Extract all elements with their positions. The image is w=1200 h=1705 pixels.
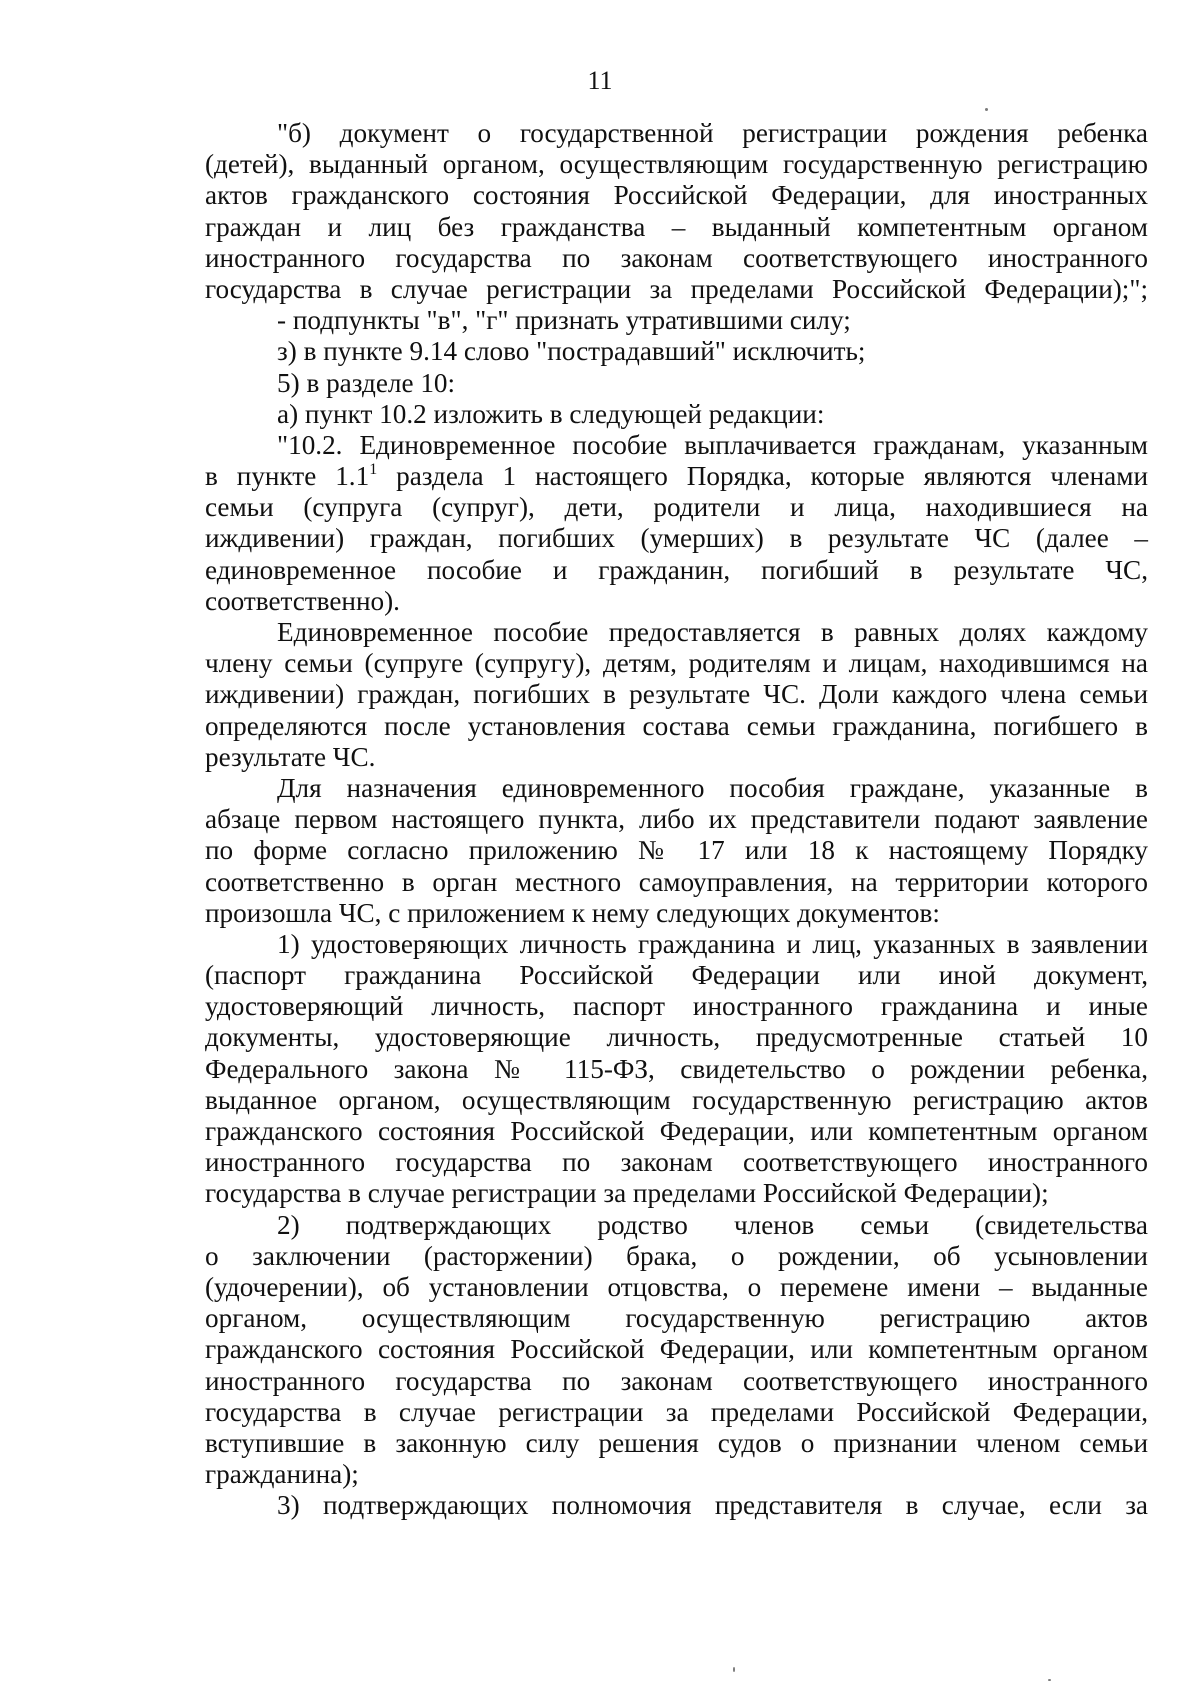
list-item-1-line: удостоверяющий личность, паспорт иностранного гражданина и иные (205, 991, 1148, 1022)
shares-paragraph-line: иждивении) граждан, погибших в результате ЧС. Доли каждого члена семьи (205, 679, 1148, 710)
clause-10-2-line: семьи (супруга (супруг), дети, родители и лица, находившиеся на (205, 492, 1148, 523)
shares-paragraph-line: определяются после установления состава семьи гражданина, погибшего в (205, 710, 1148, 741)
list-item-1-line: иностранного государства по законам соответствующего иностранного (205, 1147, 1148, 1178)
page-number: 11 (587, 66, 613, 95)
application-paragraph-line: абзаце первом настоящего пункта, либо их представители подают заявление (205, 804, 1148, 835)
list-item-1-line: документы, удостоверяющие личность, предусмотренные статьей 10 (205, 1022, 1148, 1053)
scan-speck (1048, 1679, 1051, 1681)
clause-line-continuation: раздела 1 настоящего Порядка, которые являются членами (377, 461, 1148, 492)
list-item-2-line: (удочерении), об установлении отцовства, о перемене имени – выданные (205, 1271, 1148, 1302)
list-item-2-line: иностранного государства по законам соответствующего иностранного (205, 1365, 1148, 1396)
paragraph-b-line: иностранного государства по законам соответствующего иностранного (205, 242, 1148, 273)
shares-paragraph-line: Единовременное пособие предоставляется в равных долях каждому (277, 617, 1148, 647)
application-paragraph-line: по форме согласно приложению № 17 или 18 к настоящему Порядку (205, 835, 1148, 866)
list-item-1-line: выданное органом, осуществляющим государственную регистрацию актов (205, 1084, 1148, 1115)
shares-paragraph-line: члену семьи (супруге (супругу), детям, родителям и лицам, находившимся на (205, 648, 1148, 679)
list-item-2-line: 2) подтверждающих родство членов семьи (свидетельства (277, 1209, 1148, 1240)
instruction-line: з) в пункте 9.14 слово "пострадавший" исключить; (277, 336, 866, 367)
instruction-line: - подпункты "в", "г" признать утратившими силу; (277, 305, 851, 336)
paragraph-b-line: "б) документ о государственной регистрации рождения ребенка (277, 118, 1148, 148)
clause-10-2-line: "10.2. Единовременное пособие выплачивается гражданам, указанным (277, 429, 1148, 460)
list-item-2-line: вступившие в законную силу решения судов о признании членом семьи (205, 1427, 1148, 1458)
list-item-2-line: о заключении (расторжении) брака, о рождении, об усыновлении (205, 1240, 1148, 1271)
shares-paragraph-line: результате ЧС. (205, 741, 376, 772)
paragraph-b-line: государства в случае регистрации за пределами Российской Федерации);"; (205, 273, 1148, 304)
clause-10-2-line (205, 461, 1148, 492)
paragraph-b-line: актов гражданского состояния Российской Федерации, для иностранных (205, 180, 1148, 211)
list-item-1-line: Федерального закона № 115-ФЗ, свидетельство о рождении ребенка, (205, 1053, 1148, 1084)
list-item-3-line: 3) подтверждающих полномочия представителя в случае, если за (277, 1490, 1148, 1521)
section-heading-line: 5) в разделе 10: (277, 367, 456, 398)
paragraph-b-line: граждан и лиц без гражданства – выданный компетентным органом (205, 211, 1148, 242)
clause-10-2-line: единовременное пособие и гражданин, погибший в результате ЧС, (205, 554, 1148, 585)
clause-superscript: 1 (369, 461, 378, 479)
clause-10-2-line: соответственно). (205, 585, 400, 616)
list-item-1-line: гражданского состояния Российской Федерации, или компетентным органом (205, 1116, 1148, 1146)
list-item-2-line: органом, осуществляющим государственную регистрацию актов (205, 1303, 1148, 1334)
application-paragraph-line: соответственно в орган местного самоуправления, на территории которого (205, 866, 1148, 897)
application-paragraph-line: произошла ЧС, с приложением к нему следующих документов: (205, 897, 940, 928)
document-body (205, 118, 1148, 1521)
clause-10-2-line: иждивении) граждан, погибших (умерших) в результате ЧС (далее – (205, 523, 1148, 554)
application-paragraph-line: Для назначения единовременного пособия граждане, указанные в (277, 772, 1148, 803)
list-item-2-line: государства в случае регистрации за пределами Российской Федерации, (205, 1396, 1148, 1427)
scan-speck (733, 1667, 735, 1672)
paragraph-b-line: (детей), выданный органом, осуществляющим государственную регистрацию (205, 149, 1148, 180)
instruction-line: а) пункт 10.2 изложить в следующей редакции: (277, 398, 825, 429)
list-item-1-line: (паспорт гражданина Российской Федерации или иной документ, (205, 960, 1148, 991)
clause-reference-text: в пункте 1.1 (205, 461, 370, 492)
list-item-2-line: гражданского состояния Российской Федерации, или компетентным органом (205, 1334, 1148, 1365)
list-item-1-line: 1) удостоверяющих личность гражданина и лиц, указанных в заявлении (277, 928, 1148, 959)
list-item-1-line: государства в случае регистрации за пределами Российской Федерации); (205, 1178, 1049, 1209)
scan-speck (985, 108, 988, 111)
list-item-2-line: гражданина); (205, 1459, 359, 1490)
